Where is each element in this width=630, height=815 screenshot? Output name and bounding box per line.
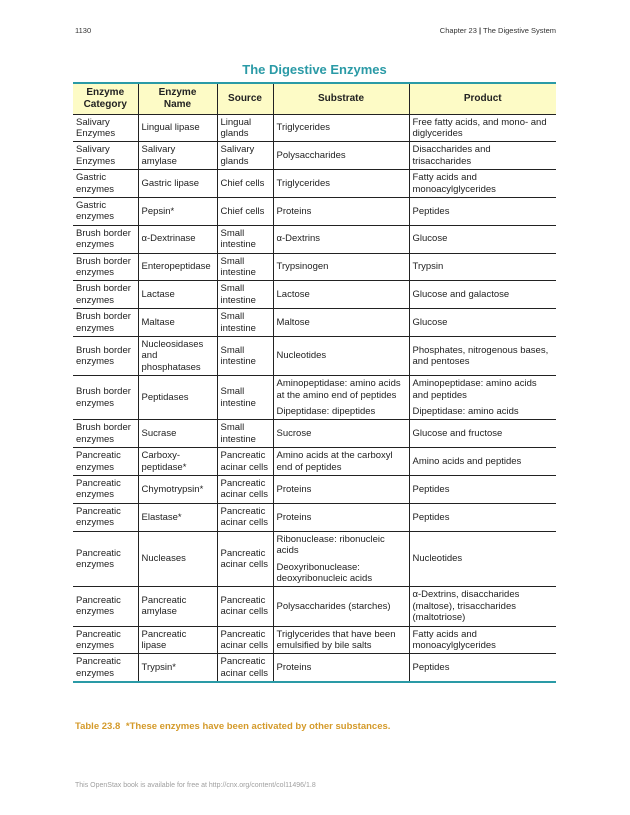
- source-cell: [217, 170, 273, 198]
- product-cell: [409, 114, 556, 142]
- enzyme-name-cell: [138, 281, 217, 309]
- table-row: [73, 476, 556, 504]
- enzyme-name-cell: [138, 420, 217, 448]
- cell-line: Small: [220, 227, 245, 239]
- cell-line: acinar cells: [220, 489, 269, 501]
- cell-line: Dipeptidase: dipeptides: [276, 406, 376, 418]
- cell-line: enzymes: [76, 461, 115, 473]
- enzyme-category-cell: [73, 476, 138, 504]
- enzyme-category-cell: [73, 337, 138, 376]
- substrate-cell: [273, 531, 409, 587]
- enzyme-name-cell: [138, 531, 217, 587]
- cell-line: enzymes: [76, 639, 115, 651]
- substrate-cell: [273, 476, 409, 504]
- cell-line: and peptides: [412, 389, 467, 401]
- enzyme-category-cell: [73, 503, 138, 531]
- product-cell: [409, 448, 556, 476]
- cell-line: enzymes: [76, 397, 115, 409]
- enzyme-category-cell: [73, 420, 138, 448]
- cell-line: Peptides: [412, 662, 450, 674]
- column-header-substrate: [273, 83, 409, 114]
- cell-line: Enzymes: [76, 127, 116, 139]
- product-cell: [409, 225, 556, 253]
- cell-line: intestine: [220, 397, 256, 409]
- cell-line: enzymes: [76, 517, 115, 529]
- enzyme-name-cell: [138, 337, 217, 376]
- enzyme-name-cell: [138, 309, 217, 337]
- cell-line: phosphatases: [141, 361, 201, 373]
- substrate-cell: [273, 448, 409, 476]
- cell-line: Brush border: [76, 227, 131, 239]
- enzyme-category-cell: [73, 376, 138, 420]
- cell-line: acinar cells: [220, 559, 269, 570]
- enzyme-category-cell: [73, 587, 138, 626]
- cell-line: Elastase*: [141, 511, 182, 523]
- digestive-enzymes-table: [73, 82, 556, 683]
- caption-text: *These enzymes have been activated by other substances.: [125, 721, 391, 732]
- cell-line: Gastric lipase: [141, 177, 200, 189]
- cell-line: Pancreatic: [76, 628, 121, 640]
- table-row: [73, 626, 556, 654]
- cell-line: Nucleotides: [276, 350, 327, 362]
- cell-line: enzymes: [76, 239, 115, 251]
- enzyme-category-cell: [73, 281, 138, 309]
- cell-line: lipase: [141, 639, 167, 651]
- substrate-cell: [273, 309, 409, 337]
- product-cell: [409, 170, 556, 198]
- header-row: [73, 83, 556, 114]
- cell-line: (maltotriose): [412, 612, 466, 624]
- cell-line: Dipeptidase: amino acids: [412, 406, 519, 418]
- cell-line: Pancreatic: [76, 478, 121, 490]
- cell-line: Glucose and galactose: [412, 289, 510, 301]
- cell-line: Maltose: [276, 316, 310, 328]
- cell-line: monoacylglycerides: [412, 639, 496, 651]
- table-row: [73, 420, 556, 448]
- cell-line: Product: [463, 92, 502, 104]
- product-cell: [409, 197, 556, 225]
- cell-line: α-Dextrins, disaccharides: [412, 589, 520, 601]
- substrate-cell: [273, 503, 409, 531]
- cell-line: Lactose: [276, 289, 310, 301]
- cell-line: Pancreatic: [141, 595, 187, 607]
- cell-line: Pancreatic: [220, 656, 266, 668]
- cell-line: glands: [220, 155, 249, 167]
- source-cell: [217, 531, 273, 587]
- enzyme-category-cell: [73, 197, 138, 225]
- enzyme-name-cell: [138, 626, 217, 654]
- cell-line: acids: [276, 545, 299, 557]
- source-cell: [217, 337, 273, 376]
- substrate-cell: [273, 114, 409, 142]
- cell-line: at the amino end of peptides: [276, 389, 397, 401]
- cell-line: Small: [220, 255, 245, 267]
- cell-line: Small: [220, 422, 245, 434]
- product-cell: [409, 503, 556, 531]
- cell-line: Sucrase: [141, 428, 177, 440]
- cell-line: amylase: [141, 606, 177, 618]
- source-cell: [217, 503, 273, 531]
- cell-line: Polysaccharides: [276, 150, 346, 162]
- substrate-cell: [273, 281, 409, 309]
- product-cell: [409, 420, 556, 448]
- enzyme-name-cell: [138, 448, 217, 476]
- table-row: [73, 142, 556, 170]
- cell-line: Lactase: [141, 289, 175, 301]
- cell-line: enzymes: [76, 266, 115, 278]
- enzyme-category-cell: [73, 531, 138, 587]
- cell-line: Pancreatic: [76, 595, 121, 607]
- chapter-label: Chapter 23: [439, 26, 477, 35]
- cell-line: Salivary: [141, 144, 176, 156]
- substrate-cell: [273, 654, 409, 682]
- cell-line: acinar cells: [220, 461, 269, 473]
- substrate-cell: [273, 420, 409, 448]
- enzyme-category-cell: [73, 654, 138, 682]
- cell-line: Salivary: [76, 144, 110, 156]
- cell-line: Proteins: [276, 483, 312, 495]
- table-row: [73, 654, 556, 682]
- cell-line: (maltose), trisaccharides: [412, 600, 516, 612]
- cell-line: enzymes: [76, 211, 115, 223]
- cell-line: Enteropeptidase: [141, 261, 211, 273]
- cell-line: Trypsinogen: [276, 261, 329, 273]
- enzyme-name-cell: [138, 225, 217, 253]
- product-cell: [409, 531, 556, 587]
- cell-line: Aminopeptidase: amino acids: [276, 378, 401, 390]
- source-cell: [217, 626, 273, 654]
- source-cell: [217, 197, 273, 225]
- cell-line: peptidase*: [141, 461, 187, 473]
- cell-line: Brush border: [76, 422, 131, 434]
- substrate-cell: [273, 197, 409, 225]
- cell-line: Source: [228, 92, 262, 104]
- cell-line: Triglycerides that have been: [276, 628, 396, 640]
- column-header-enzyme-category: [73, 83, 138, 114]
- cell-line: acinar cells: [220, 517, 269, 529]
- cell-line: enzymes: [76, 667, 115, 679]
- cell-line: Pancreatic: [76, 656, 121, 668]
- cell-line: Enzyme: [86, 86, 125, 98]
- cell-line: enzymes: [76, 606, 115, 618]
- cell-line: Brush border: [76, 311, 131, 323]
- enzyme-category-cell: [73, 448, 138, 476]
- source-cell: [217, 376, 273, 420]
- cell-line: Proteins: [276, 662, 312, 674]
- cell-line: intestine: [220, 433, 256, 445]
- cell-line: acinar cells: [220, 606, 269, 618]
- product-cell: [409, 309, 556, 337]
- enzyme-name-cell: [138, 197, 217, 225]
- table-title: The Digestive Enzymes: [242, 62, 387, 77]
- cell-line: acinar cells: [220, 639, 269, 651]
- cell-line: acinar cells: [220, 667, 269, 679]
- cell-line: monoacylglycerides: [412, 183, 496, 195]
- cell-line: intestine: [220, 239, 256, 251]
- cell-line: Brush border: [76, 283, 131, 295]
- page-header: [75, 26, 556, 38]
- table-row: [73, 281, 556, 309]
- cell-line: Lingual lipase: [141, 122, 200, 134]
- source-cell: [217, 420, 273, 448]
- substrate-cell: [273, 253, 409, 281]
- cell-line: amylase: [141, 155, 177, 167]
- cell-line: Small: [220, 386, 245, 398]
- caption-label: Table 23.8: [75, 721, 121, 732]
- substrate-cell: [273, 170, 409, 198]
- cell-line: Substrate: [317, 92, 365, 104]
- table-caption: [75, 721, 390, 732]
- cell-line: Free fatty acids, and mono- and: [412, 116, 547, 128]
- enzyme-name-cell: [138, 253, 217, 281]
- source-cell: [217, 114, 273, 142]
- cell-line: Nucleotides: [412, 553, 463, 565]
- cell-line: Amino acids and peptides: [412, 455, 522, 467]
- cell-line: Trypsin: [412, 261, 444, 273]
- cell-line: Pancreatic: [76, 505, 121, 517]
- enzyme-name-cell: [138, 114, 217, 142]
- source-cell: [217, 587, 273, 626]
- source-cell: [217, 476, 273, 504]
- table-row: [73, 376, 556, 420]
- cell-line: glands: [220, 127, 249, 139]
- product-cell: [409, 337, 556, 376]
- cell-line: Amino acids at the carboxyl: [276, 450, 393, 462]
- table-row: [73, 531, 556, 587]
- substrate-cell: [273, 337, 409, 376]
- table-row: [73, 253, 556, 281]
- table-row: [73, 225, 556, 253]
- enzyme-category-cell: [73, 309, 138, 337]
- cell-line: Gastric: [76, 172, 107, 184]
- product-cell: [409, 253, 556, 281]
- enzyme-category-cell: [73, 253, 138, 281]
- cell-line: Trypsin*: [141, 662, 176, 674]
- cell-line: emulsified by bile salts: [276, 639, 372, 651]
- product-cell: [409, 376, 556, 420]
- enzyme-name-cell: [138, 376, 217, 420]
- cell-line: Brush border: [76, 255, 131, 267]
- enzyme-name-cell: [138, 654, 217, 682]
- source-cell: [217, 448, 273, 476]
- cell-line: Ribonuclease: ribonucleic: [276, 533, 385, 545]
- cell-line: Chief cells: [220, 205, 265, 217]
- cell-line: Glucose and fructose: [412, 428, 503, 440]
- cell-line: Pancreatic: [141, 628, 187, 640]
- source-cell: [217, 309, 273, 337]
- cell-line: Salivary: [76, 116, 110, 128]
- source-cell: [217, 253, 273, 281]
- cell-line: Pancreatic: [220, 547, 266, 559]
- cell-line: and pentoses: [412, 356, 470, 368]
- cell-line: Category: [83, 98, 127, 110]
- cell-line: intestine: [220, 356, 256, 368]
- cell-line: α-Dextrins: [276, 233, 320, 245]
- cell-line: deoxyribonucleic acids: [276, 572, 373, 584]
- cell-line: Nucleases: [141, 553, 186, 565]
- cell-line: end of peptides: [276, 461, 342, 473]
- cell-line: Chymotrypsin*: [141, 483, 204, 495]
- product-cell: [409, 587, 556, 626]
- cell-line: intestine: [220, 266, 256, 278]
- cell-line: enzymes: [76, 322, 115, 334]
- source-cell: [217, 654, 273, 682]
- table-row: [73, 503, 556, 531]
- table-row: [73, 197, 556, 225]
- cell-line: Pancreatic: [220, 478, 266, 490]
- cell-line: Peptides: [412, 511, 450, 523]
- table-row: [73, 309, 556, 337]
- source-cell: [217, 225, 273, 253]
- substrate-cell: [273, 142, 409, 170]
- cell-line: Small: [220, 344, 245, 356]
- cell-line: α-Dextrinase: [141, 233, 196, 245]
- table-row: [73, 448, 556, 476]
- enzyme-category-cell: [73, 225, 138, 253]
- cell-line: Proteins: [276, 511, 312, 523]
- substrate-cell: [273, 376, 409, 420]
- cell-line: Deoxyribonuclease:: [276, 561, 360, 573]
- cell-line: Salivary: [220, 144, 255, 156]
- cell-line: Small: [220, 283, 245, 295]
- cell-line: Enzyme: [158, 86, 197, 98]
- cell-line: Pancreatic: [76, 547, 121, 559]
- column-header-product: [409, 83, 556, 114]
- product-cell: [409, 626, 556, 654]
- enzyme-name-cell: [138, 503, 217, 531]
- cell-line: Small: [220, 311, 245, 323]
- enzyme-name-cell: [138, 587, 217, 626]
- cell-line: Fatty acids and: [412, 628, 477, 640]
- cell-line: Phosphates, nitrogenous bases,: [412, 344, 549, 356]
- column-header-enzyme-name: [138, 83, 217, 114]
- cell-line: Nucleosidases: [141, 339, 204, 350]
- substrate-cell: [273, 626, 409, 654]
- cell-line: Triglycerides: [276, 122, 330, 134]
- cell-line: Sucrose: [276, 428, 312, 440]
- table-row: [73, 587, 556, 626]
- table-header: [73, 83, 556, 114]
- substrate-cell: [273, 225, 409, 253]
- substrate-cell: [273, 587, 409, 626]
- chapter-title: [440, 26, 556, 35]
- cell-line: Enzymes: [76, 155, 116, 167]
- cell-line: Maltase: [141, 316, 175, 328]
- table-row: [73, 170, 556, 198]
- enzyme-category-cell: [73, 626, 138, 654]
- page-footer: This OpenStax book is available for free at http://cnx.org/content/col11496/1.8: [75, 782, 316, 789]
- cell-line: Brush border: [76, 344, 131, 356]
- cell-line: Chief cells: [220, 177, 265, 189]
- cell-line: diglycerides: [412, 127, 463, 139]
- table-body: [73, 114, 556, 682]
- cell-line: Pancreatic: [220, 628, 266, 640]
- cell-line: enzymes: [76, 294, 115, 306]
- cell-line: Pepsin*: [141, 205, 175, 217]
- enzyme-category-cell: [73, 170, 138, 198]
- enzyme-name-cell: [138, 476, 217, 504]
- cell-line: Triglycerides: [276, 177, 330, 189]
- cell-line: Glucose: [412, 316, 448, 328]
- cell-line: Gastric: [76, 199, 107, 211]
- enzyme-name-cell: [138, 142, 217, 170]
- cell-line: Carboxy-: [141, 450, 181, 462]
- source-cell: [217, 281, 273, 309]
- cell-line: Fatty acids and: [412, 172, 477, 184]
- cell-line: enzymes: [76, 183, 115, 195]
- enzyme-name-cell: [138, 170, 217, 198]
- cell-line: Brush border: [76, 386, 131, 398]
- table-row: [73, 337, 556, 376]
- product-cell: [409, 142, 556, 170]
- cell-line: Disaccharides and: [412, 144, 491, 156]
- cell-line: enzymes: [76, 356, 115, 368]
- cell-line: Proteins: [276, 205, 312, 217]
- chapter-name: The Digestive System: [483, 26, 556, 35]
- cell-line: enzymes: [76, 489, 115, 501]
- product-cell: [409, 654, 556, 682]
- cell-line: enzymes: [76, 433, 115, 445]
- cell-line: Aminopeptidase: amino acids: [412, 378, 537, 390]
- cell-line: Lingual: [220, 116, 252, 128]
- column-header-source: [217, 83, 273, 114]
- cell-line: intestine: [220, 322, 256, 334]
- product-cell: [409, 476, 556, 504]
- cell-line: Pancreatic: [220, 450, 266, 462]
- cell-line: Pancreatic: [220, 595, 266, 607]
- product-cell: [409, 281, 556, 309]
- cell-line: Peptides: [412, 483, 450, 495]
- cell-line: and: [141, 350, 158, 362]
- cell-line: enzymes: [76, 559, 115, 570]
- cell-line: Pancreatic: [220, 505, 266, 517]
- table-row: [73, 114, 556, 142]
- enzyme-category-cell: [73, 114, 138, 142]
- cell-line: intestine: [220, 294, 256, 306]
- enzyme-category-cell: [73, 142, 138, 170]
- cell-line: Name: [163, 98, 192, 110]
- source-cell: [217, 142, 273, 170]
- cell-line: Peptidases: [141, 392, 189, 404]
- cell-line: trisaccharides: [412, 155, 472, 167]
- chapter-separator: |: [478, 26, 482, 35]
- cell-line: Glucose: [412, 233, 448, 245]
- cell-line: Polysaccharides (starches): [276, 600, 391, 612]
- page-number: 1130: [75, 26, 92, 35]
- cell-line: Peptides: [412, 205, 450, 217]
- cell-line: Pancreatic: [76, 450, 121, 462]
